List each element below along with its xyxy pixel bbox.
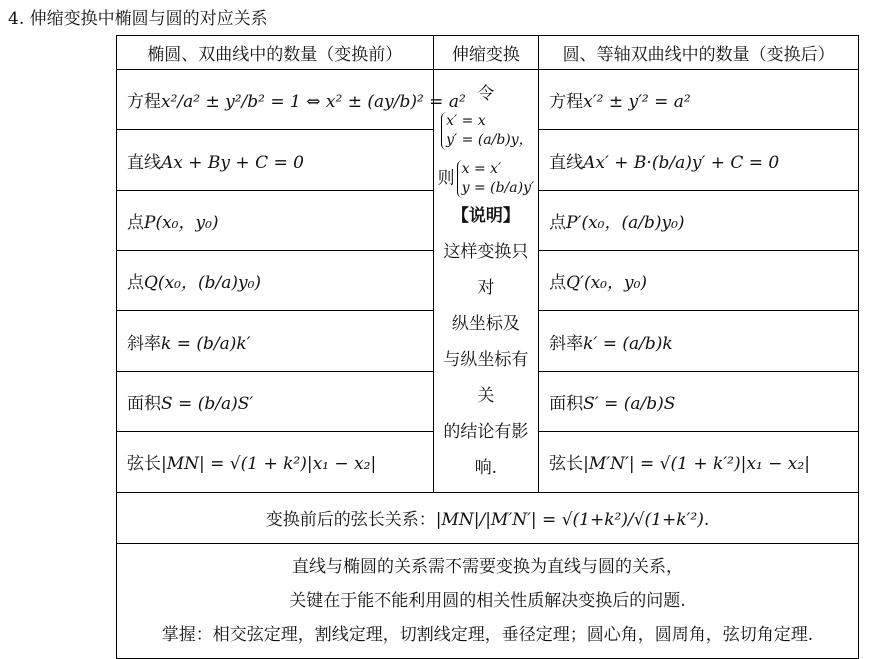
note-line-2: 纵坐标及	[451, 313, 520, 334]
cell-before-slope	[117, 311, 434, 371]
label: 点	[127, 273, 144, 294]
cell-after-equation	[539, 70, 859, 130]
cell-after-area	[539, 371, 859, 431]
cell-before-chord	[117, 432, 434, 492]
comparison-table	[116, 35, 859, 659]
table-row	[117, 492, 859, 543]
label: 直线	[549, 152, 584, 173]
chord-relation-label: 变换前后的弦长关系：	[265, 510, 436, 531]
cell-after-chord	[539, 432, 859, 492]
sys1-line-b: y′ = (a/b)y，	[446, 131, 533, 148]
cell-before-area	[117, 371, 434, 431]
label: 直线	[127, 152, 161, 173]
point-math: Q′(x₀，y₀)	[566, 273, 648, 294]
table-row	[117, 543, 859, 658]
label: 点	[127, 212, 144, 233]
label: 方程	[127, 92, 161, 113]
point-math: P(x₀，y₀)	[144, 212, 219, 233]
sys2-line-a: x = x′	[461, 160, 502, 177]
system-2	[436, 160, 537, 198]
summary-line-2: 关键在于能不能利用圆的相关性质解决变换后的问题.	[289, 590, 686, 611]
sys1-line-a: x′ = x	[446, 113, 486, 129]
chord-relation-math: |MN|/|M′N′| = √(1+k²)/√(1+k′²).	[435, 510, 710, 531]
note-line-4: 的结论有影响.	[443, 421, 529, 478]
table-row	[117, 70, 859, 130]
cell-after-point-q	[539, 251, 859, 311]
transform-cell	[433, 70, 539, 493]
slope-math: k′ = (a/b)k	[583, 333, 673, 354]
cell-after-slope	[539, 311, 859, 371]
point-math: P′(x₀，(a/b)y₀)	[566, 212, 685, 233]
label: 点	[549, 273, 567, 294]
summary-line-1: 直线与椭圆的关系需不需要变换为直线与圆的关系，	[292, 556, 683, 577]
slope-math: k = (b/a)k′	[161, 333, 251, 354]
let-label: 令	[477, 84, 495, 104]
note-title: 【说明】	[451, 205, 520, 226]
line-math: Ax + By + C = 0	[161, 152, 304, 173]
label: 面积	[127, 393, 161, 414]
table-header-row	[117, 36, 859, 70]
equation-math: x²/a² ± y²/b² = 1 ⇔ x² ± (ay/b)² = a²	[161, 92, 466, 113]
label: 斜率	[127, 333, 161, 354]
section-heading: 4. 伸缩变换中椭圆与圆的对应关系	[8, 9, 268, 29]
label: 斜率	[549, 333, 584, 354]
equation-math: x′² ± y′² = a²	[583, 92, 691, 113]
note-line-1: 这样变换只对	[443, 241, 529, 298]
cell-before-line	[117, 130, 434, 190]
label: 点	[549, 212, 567, 233]
header-before: 椭圆、双曲线中的数量（变换前）	[117, 36, 434, 70]
note-line-3: 与纵坐标有关	[443, 349, 529, 406]
label: 方程	[549, 92, 584, 113]
cell-before-point-p	[117, 190, 434, 250]
sys2-line-b: y = (b/a)y′	[461, 179, 535, 196]
chord-math: |M′N′| = √(1 + k′²)|x₁ − x₂|	[583, 454, 810, 475]
header-after: 圆、等轴双曲线中的数量（变换后）	[539, 36, 859, 70]
label: 弦长	[549, 454, 584, 475]
chord-math: |MN| = √(1 + k²)|x₁ − x₂|	[161, 454, 377, 475]
cell-after-line	[539, 130, 859, 190]
label: 面积	[549, 393, 584, 414]
then-label: 则	[437, 168, 455, 189]
area-math: S′ = (a/b)S	[583, 393, 676, 414]
point-math: Q(x₀，(b/a)y₀)	[144, 273, 262, 294]
area-math: S = (b/a)S′	[161, 393, 254, 414]
summary-cell	[117, 543, 859, 658]
chord-relation-cell	[117, 492, 859, 543]
cell-after-point-p	[539, 190, 859, 250]
header-transform: 伸缩变换	[433, 36, 539, 70]
label: 弦长	[127, 454, 161, 475]
system-1	[436, 76, 537, 150]
summary-line-3: 掌握：相交弦定理，割线定理，切割线定理，垂径定理；圆心角，圆周角，弦切角定理.	[161, 624, 814, 645]
line-math: Ax′ + B·(b/a)y′ + C = 0	[583, 152, 780, 173]
cell-before-point-q	[117, 251, 434, 311]
